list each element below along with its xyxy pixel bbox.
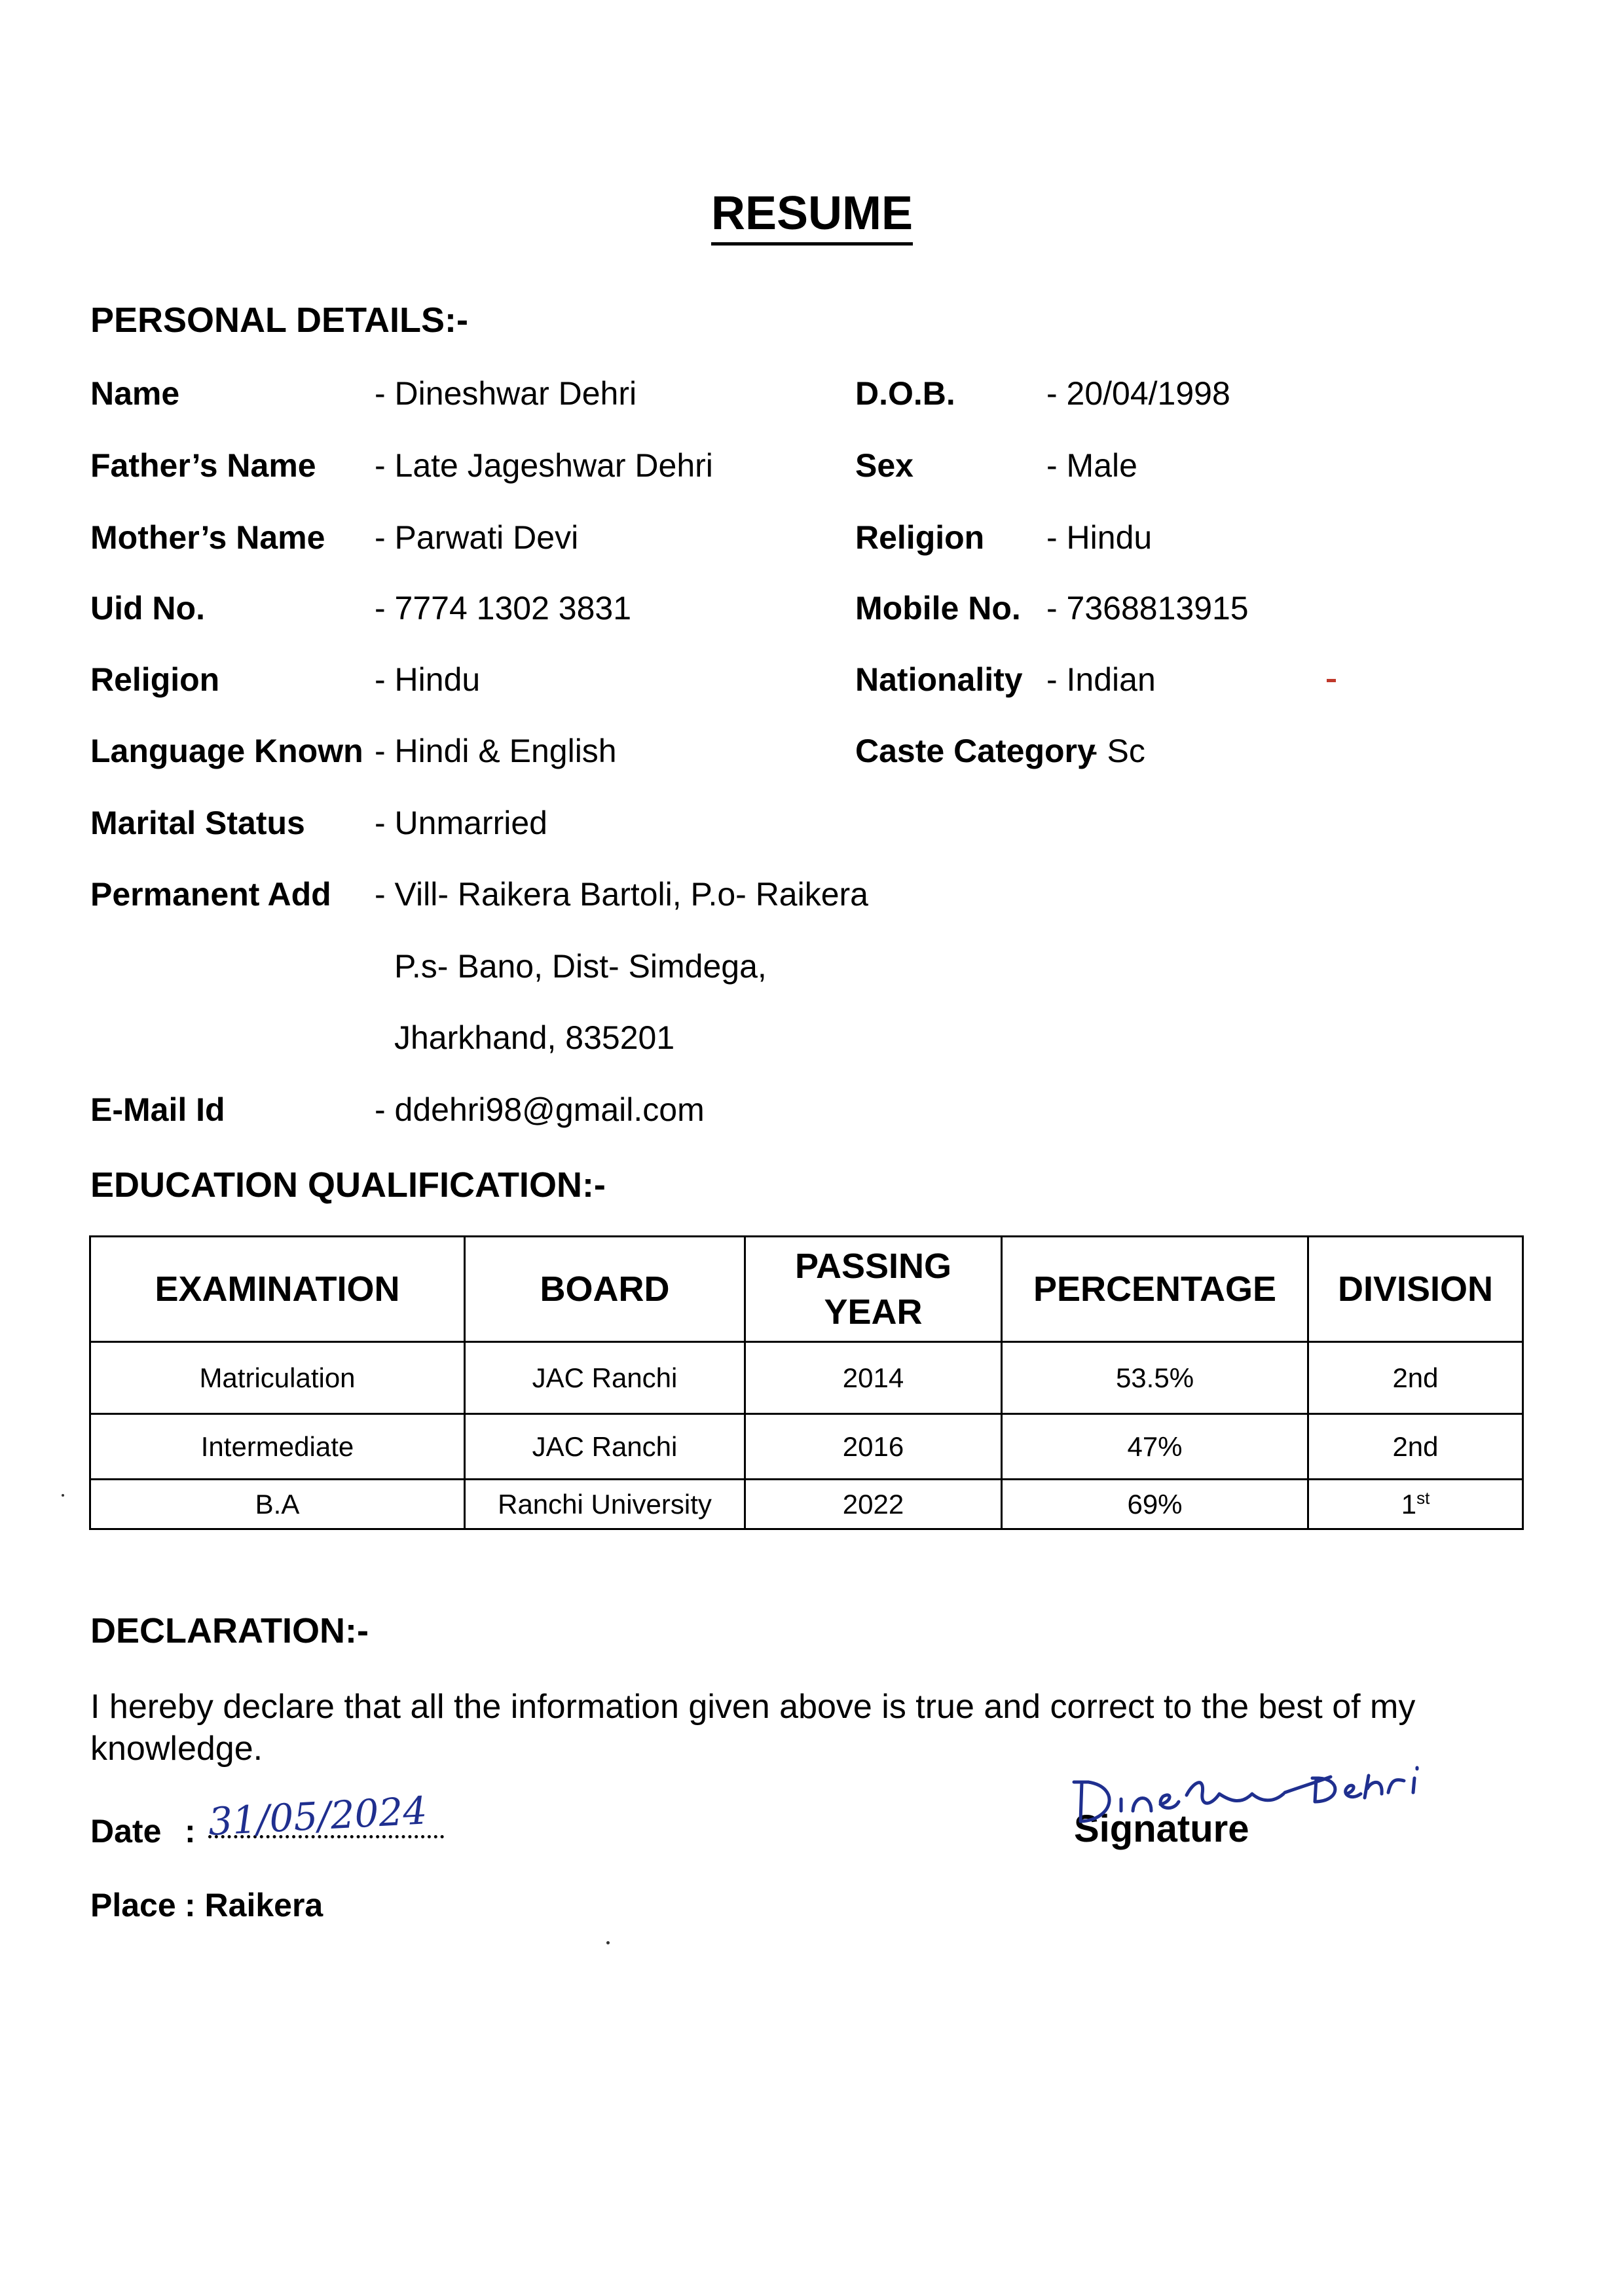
cell-year: 2016 bbox=[745, 1414, 1002, 1480]
nationality-value: - Indian bbox=[1046, 661, 1156, 698]
header-year: YEAR bbox=[824, 1292, 923, 1332]
cell-year: 2014 bbox=[745, 1342, 1002, 1414]
name-label: Name bbox=[90, 375, 180, 412]
cell-percentage: 47% bbox=[1002, 1414, 1308, 1480]
dob-value: - 20/04/1998 bbox=[1046, 375, 1230, 412]
name-value: - Dineshwar Dehri bbox=[375, 375, 637, 412]
date-separator: : bbox=[185, 1813, 196, 1850]
email-label: E-Mail Id bbox=[90, 1091, 225, 1128]
division-number: 1 bbox=[1401, 1489, 1417, 1520]
language-label: Language Known bbox=[90, 733, 363, 769]
scan-speck bbox=[1327, 679, 1336, 682]
permanent-address-line1: - Vill- Raikera Bartoli, P.o- Raikera bbox=[375, 876, 868, 913]
cell-board: JAC Ranchi bbox=[465, 1414, 745, 1480]
date-label: Date bbox=[90, 1813, 162, 1850]
declaration-text: I hereby declare that all the information given above is true and correct to the best of my knowledge. bbox=[90, 1688, 1416, 1768]
father-name-label: Father’s Name bbox=[90, 447, 316, 484]
declaration-heading: DECLARATION:- bbox=[90, 1611, 369, 1650]
nationality-label: Nationality bbox=[855, 661, 1023, 698]
cell-exam: Intermediate bbox=[90, 1414, 465, 1480]
cell-division: 2nd bbox=[1308, 1414, 1523, 1480]
caste-category-label: Caste Category bbox=[855, 733, 1096, 769]
personal-details-heading: PERSONAL DETAILS:- bbox=[90, 301, 469, 340]
header-examination: EXAMINATION bbox=[90, 1237, 465, 1342]
mother-name-label: Mother’s Name bbox=[90, 519, 325, 556]
permanent-address-line3: Jharkhand, 835201 bbox=[394, 1019, 675, 1056]
permanent-address-label: Permanent Add bbox=[90, 876, 331, 913]
religion-value-right: - Hindu bbox=[1046, 519, 1153, 556]
father-name-value: - Late Jageshwar Dehri bbox=[375, 447, 713, 484]
uid-label: Uid No. bbox=[90, 590, 205, 627]
cell-exam: Matriculation bbox=[90, 1342, 465, 1414]
signature-label: Signature bbox=[1074, 1808, 1249, 1850]
language-value: - Hindi & English bbox=[375, 733, 617, 769]
religion-label-right: Religion bbox=[855, 519, 985, 556]
header-percentage: PERCENTAGE bbox=[1002, 1237, 1308, 1342]
header-board: BOARD bbox=[465, 1237, 745, 1342]
email-value: - ddehri98@gmail.com bbox=[375, 1091, 705, 1128]
cell-percentage: 53.5% bbox=[1002, 1342, 1308, 1414]
cell-percentage: 69% bbox=[1002, 1480, 1308, 1529]
sex-label: Sex bbox=[855, 447, 913, 484]
cell-year: 2022 bbox=[745, 1480, 1002, 1529]
header-passing: PASSING bbox=[794, 1246, 952, 1286]
header-division: DIVISION bbox=[1308, 1237, 1523, 1342]
education-heading: EDUCATION QUALIFICATION:- bbox=[90, 1165, 606, 1205]
cell-board: Ranchi University bbox=[465, 1480, 745, 1529]
scan-speck bbox=[606, 1941, 610, 1944]
caste-category-value: - Sc bbox=[1087, 733, 1145, 769]
page-title: RESUME bbox=[0, 190, 1624, 237]
religion-value-left: - Hindu bbox=[375, 661, 481, 698]
dob-label: D.O.B. bbox=[855, 375, 955, 412]
division-ordinal: st bbox=[1416, 1488, 1430, 1508]
date-handwritten: 31/05/2024 bbox=[207, 1788, 428, 1844]
place-label: Place bbox=[90, 1887, 176, 1923]
religion-label-left: Religion bbox=[90, 661, 220, 698]
permanent-address-line2: P.s- Bano, Dist- Simdega, bbox=[394, 948, 767, 985]
cell-board: JAC Ranchi bbox=[465, 1342, 745, 1414]
marital-status-value: - Unmarried bbox=[375, 805, 547, 841]
mobile-value: - 7368813915 bbox=[1046, 590, 1249, 627]
cell-division: 2nd bbox=[1308, 1342, 1523, 1414]
marital-status-label: Marital Status bbox=[90, 805, 305, 841]
place-value: : Raikera bbox=[185, 1887, 323, 1923]
uid-value: - 7774 1302 3831 bbox=[375, 590, 632, 627]
cell-exam: B.A bbox=[90, 1480, 465, 1529]
mobile-label: Mobile No. bbox=[855, 590, 1021, 627]
sex-value: - Male bbox=[1046, 447, 1137, 484]
mother-name-value: - Parwati Devi bbox=[375, 519, 579, 556]
scan-speck bbox=[62, 1494, 64, 1497]
